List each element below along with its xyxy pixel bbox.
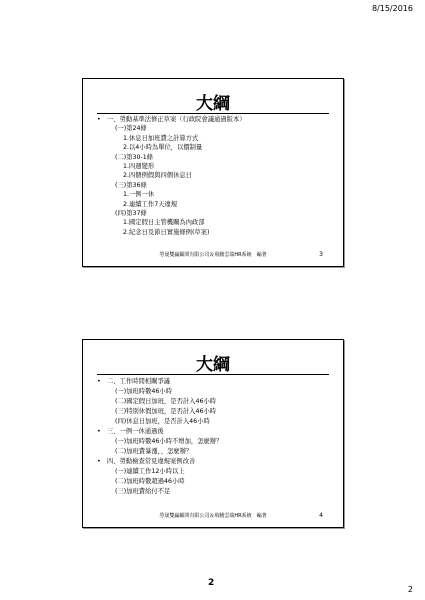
outline-line: [97, 467, 333, 477]
outline-text: 四、勞動檢查常見違規案例改善: [107, 458, 196, 465]
handout-page-number: 2: [208, 578, 215, 588]
outline-line: [97, 153, 333, 162]
outline-text: (一)第24條: [115, 125, 147, 133]
outline-line: [97, 477, 333, 487]
outline-text: (三)第36條: [115, 181, 147, 189]
outline-text: (二)加班時數超過46小時: [115, 478, 185, 485]
outline-line: [97, 190, 333, 199]
outline-text: (一)加班時數46小時不增加，怎麼辦？: [115, 438, 223, 445]
outline-text: (三)特別休假加班，是否計入46小時: [115, 408, 217, 415]
slide-footer: 勞晟雙贏顧問有限公司＆飛騰雲端HR系統 編著: [159, 252, 267, 258]
outline-text: 1.四週變形: [123, 162, 155, 170]
outline-line: [97, 377, 333, 387]
outline-line: [97, 457, 333, 467]
outline-line: [97, 387, 333, 397]
outline-text: 2.四個例假與四個休息日: [123, 172, 192, 180]
slide-number: 3: [319, 251, 323, 258]
outline-text: (四)休息日加班，是否計入46小時: [115, 418, 210, 425]
slide-body: [97, 115, 333, 237]
bullet-marker: •: [97, 378, 101, 385]
outline-text: (二)國定假日加班，是否計入46小時: [115, 398, 217, 405]
outline-text: 一、勞動基準法修正草案（行政院會議通過版本）: [107, 116, 246, 123]
slide-title: 大綱: [196, 94, 230, 114]
outline-line: [97, 487, 333, 497]
outline-text: (一)連續工作12小時以上: [115, 468, 185, 475]
slide-body: [97, 377, 333, 497]
slide-number: 4: [319, 512, 323, 519]
outline-text: 2.紀念日及節日實施條例(草案): [123, 228, 210, 236]
outline-text: (四)第37條: [115, 209, 147, 217]
outline-line: [97, 143, 333, 152]
outline-line: [97, 124, 333, 133]
outline-text: (二)加班費暴漲，，怎麼辦？: [115, 448, 193, 455]
outline-text: (三)加班費給付不足: [115, 488, 171, 495]
outline-line: [97, 181, 333, 190]
outline-line: [97, 427, 333, 437]
outline-line: [97, 162, 333, 171]
outline-text: 三、一例一休通過後: [107, 428, 164, 435]
outline-line: [97, 115, 333, 124]
outline-text: 1.一例一休: [123, 191, 155, 199]
title-divider: [97, 374, 329, 375]
title-divider: [97, 113, 329, 114]
outline-text: 2.連續工作7天違規: [123, 200, 178, 208]
bullet-marker: •: [97, 458, 101, 465]
outline-text: (一)加班時數46小時: [115, 388, 173, 395]
bullet-marker: •: [97, 116, 101, 123]
outline-text: 1.休息日加班費之計算方式: [123, 134, 199, 142]
outline-line: [97, 171, 333, 180]
outline-line: [97, 447, 333, 457]
outline-line: [97, 209, 333, 218]
outline-text: 2.以4小時為單位，以價制量: [123, 144, 203, 152]
outline-line: [97, 218, 333, 227]
outline-line: [97, 407, 333, 417]
bullet-marker: •: [97, 428, 101, 435]
outline-line: [97, 134, 333, 143]
outline-text: 1.國定假日主管機關為內政部: [123, 219, 205, 227]
outline-line: [97, 437, 333, 447]
outline-line: [97, 397, 333, 407]
print-date: 8/15/2016: [371, 4, 413, 13]
outline-text: 二、工作時間相關爭議: [107, 378, 170, 385]
slide-title: 大綱: [196, 355, 230, 375]
slide-footer: 勞晟雙贏顧問有限公司＆飛騰雲端HR系統 編著: [159, 513, 267, 519]
slide-thumbnail-1: [82, 78, 344, 267]
outline-line: [97, 228, 333, 237]
slide-thumbnail-2: [82, 339, 344, 528]
outline-line: [97, 417, 333, 427]
outline-line: [97, 200, 333, 209]
corner-page-number: 2: [407, 585, 413, 594]
outline-text: (二)第30-1條: [115, 153, 154, 161]
